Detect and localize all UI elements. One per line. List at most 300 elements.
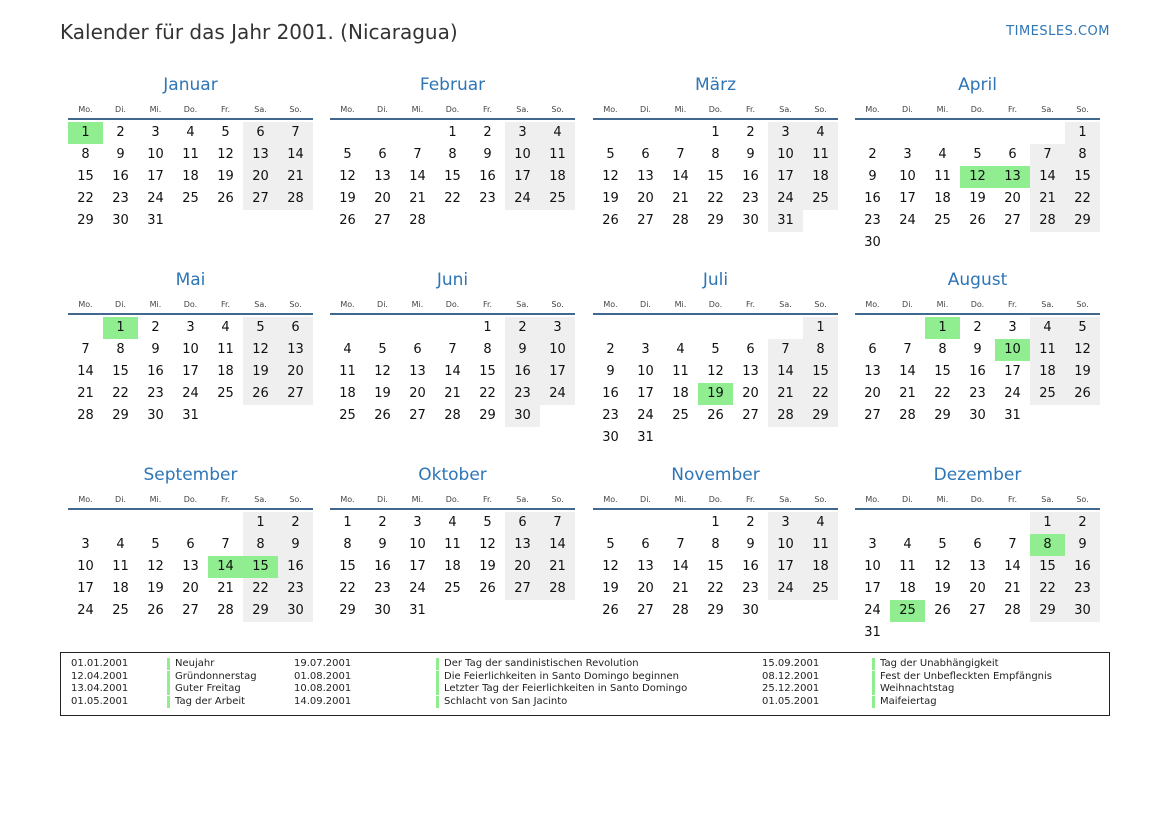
week-row [68, 144, 313, 166]
day-cell: 25 [112, 603, 129, 618]
holiday-name: Tag der Unabhängigkeit [872, 658, 999, 670]
week-row [68, 534, 313, 556]
empty-cell [593, 122, 628, 144]
day-cell: 24 [505, 188, 540, 210]
day-cell: 14 [672, 169, 689, 184]
week-row [68, 600, 313, 622]
holiday-name: Der Tag der sandinistischen Revolution [436, 658, 639, 670]
week-row [593, 600, 838, 622]
day-cell: 6 [243, 122, 278, 144]
day-cell: 6 [378, 147, 387, 162]
day-cell: 7 [413, 147, 422, 162]
weekday-label: Mo. [78, 104, 93, 114]
day-cell: 28 [672, 213, 689, 228]
day-cell: 10 [899, 169, 916, 184]
empty-cell [435, 600, 470, 622]
empty-cell [208, 210, 243, 232]
day-cell: 31 [768, 210, 803, 232]
day-cell: 9 [151, 342, 160, 357]
day-cell: 18 [182, 169, 199, 184]
weekday-label: Mi. [411, 494, 424, 504]
weekday-label: Do. [183, 494, 198, 504]
day-cell: 10 [77, 559, 94, 574]
month-name: Oktober [418, 465, 487, 485]
week-row [593, 512, 838, 534]
empty-cell [890, 232, 925, 254]
day-cell: 17 [540, 361, 575, 383]
day-cell: 6 [641, 147, 650, 162]
day-cell: 31 [637, 430, 654, 445]
empty-cell [173, 210, 208, 232]
day-cell: 27 [742, 408, 759, 423]
weekday-label: Fr. [220, 494, 231, 504]
day-cell: 1 [711, 515, 720, 530]
day-cell: 17 [899, 191, 916, 206]
day-cell: 3 [81, 537, 90, 552]
week-row [330, 600, 575, 622]
empty-cell [540, 405, 575, 427]
day-cell: 25 [672, 408, 689, 423]
day-cell: 15 [479, 364, 496, 379]
day-cell: 27 [969, 603, 986, 618]
day-cell: 23 [742, 581, 759, 596]
day-cell: 19 [934, 581, 951, 596]
day-cell: 7 [676, 147, 685, 162]
site-link[interactable]: TIMESLES.COM [1006, 24, 1110, 39]
day-cell: 17 [182, 364, 199, 379]
day-cell: 14 [899, 364, 916, 379]
weekday-label: Sa. [516, 104, 529, 114]
day-cell: 25 [803, 578, 838, 600]
day-cell: 3 [505, 122, 540, 144]
day-cell: 6 [505, 512, 540, 534]
week-row [855, 144, 1100, 166]
empty-cell [435, 210, 470, 232]
day-cell: 20 [637, 581, 654, 596]
empty-cell [995, 232, 1030, 254]
empty-cell [400, 317, 435, 339]
weekday-label: Fr. [220, 299, 231, 309]
weekday-label: Di. [115, 494, 126, 504]
day-cell: 22 [707, 191, 724, 206]
day-cell: 15 [707, 169, 724, 184]
holiday-date: 01.01.2001 [71, 658, 129, 669]
day-cell: 23 [505, 383, 540, 405]
month-name: Januar [163, 75, 218, 95]
day-cell: 9 [116, 147, 125, 162]
day-cell: 26 [602, 603, 619, 618]
day-cell: 12 [602, 559, 619, 574]
day-cell: 29 [934, 408, 951, 423]
day-cell: 6 [278, 317, 313, 339]
day-cell: 25 [1030, 383, 1065, 405]
day-cell: 18 [1030, 361, 1065, 383]
day-cell: 16 [479, 169, 496, 184]
weekday-label: Mi. [936, 299, 949, 309]
week-row [68, 188, 313, 210]
day-cell: 27 [278, 383, 313, 405]
weekday-label: Mo. [340, 494, 355, 504]
day-cell: 18 [672, 386, 689, 401]
day-cell: 4 [676, 342, 685, 357]
day-cell: 28 [217, 603, 234, 618]
day-cell: 16 [1065, 556, 1100, 578]
day-cell: 30 [112, 213, 129, 228]
day-cell: 18 [803, 166, 838, 188]
day-cell: 30 [864, 235, 881, 250]
weekday-label: Di. [902, 494, 913, 504]
week-row [593, 188, 838, 210]
day-cell: 17 [409, 559, 426, 574]
empty-cell [365, 122, 400, 144]
day-cell: 2 [746, 125, 755, 140]
weekday-label: Mi. [411, 104, 424, 114]
day-cell: 17 [77, 581, 94, 596]
empty-cell [330, 122, 365, 144]
weekday-label: Mi. [149, 494, 162, 504]
day-cell: 7 [768, 339, 803, 361]
day-cell: 6 [973, 537, 982, 552]
weekday-label: Sa. [516, 494, 529, 504]
month-0 [68, 72, 313, 232]
week-row [68, 339, 313, 361]
day-cell: 4 [186, 125, 195, 140]
day-cell: 12 [960, 166, 995, 188]
weekday-label: Fr. [220, 104, 231, 114]
week-row [855, 166, 1100, 188]
weekday-label: Fr. [482, 299, 493, 309]
day-cell: 27 [864, 408, 881, 423]
day-cell: 3 [868, 537, 877, 552]
day-cell: 28 [444, 408, 461, 423]
month-name: August [947, 270, 1008, 290]
day-cell: 20 [864, 386, 881, 401]
day-cell: 3 [1008, 320, 1017, 335]
month-3 [855, 72, 1100, 254]
weekday-label: So. [1076, 494, 1089, 504]
weekday-label: Mo. [78, 494, 93, 504]
empty-cell [733, 317, 768, 339]
day-cell: 22 [934, 386, 951, 401]
day-cell: 3 [151, 125, 160, 140]
day-cell: 27 [182, 603, 199, 618]
week-row [330, 534, 575, 556]
empty-cell [890, 622, 925, 644]
day-cell: 14 [1030, 166, 1065, 188]
month-4 [68, 267, 313, 427]
empty-cell [960, 122, 995, 144]
day-cell: 18 [934, 191, 951, 206]
weekday-label: Fr. [482, 104, 493, 114]
holiday-date: 01.05.2001 [71, 696, 129, 708]
day-cell: 22 [243, 578, 278, 600]
weekday-label: Mo. [603, 494, 618, 504]
day-cell: 11 [112, 559, 129, 574]
day-cell: 21 [444, 386, 461, 401]
day-cell: 17 [1004, 364, 1021, 379]
month-name: April [958, 75, 997, 95]
day-cell: 10 [409, 537, 426, 552]
day-cell: 18 [444, 559, 461, 574]
month-name: Juli [702, 270, 729, 290]
day-cell: 17 [637, 386, 654, 401]
month-11 [855, 462, 1100, 644]
holiday-date: 19.07.2001 [294, 658, 352, 669]
day-cell: 9 [278, 534, 313, 556]
day-cell: 4 [221, 320, 230, 335]
day-cell: 8 [938, 342, 947, 357]
day-cell: 23 [479, 191, 496, 206]
day-cell: 15 [934, 364, 951, 379]
weekday-label: Mi. [149, 299, 162, 309]
month-10 [593, 462, 838, 622]
day-cell: 1 [711, 125, 720, 140]
day-cell: 2 [116, 125, 125, 140]
day-cell: 28 [540, 578, 575, 600]
weekday-label: Sa. [254, 299, 267, 309]
empty-cell [435, 317, 470, 339]
day-cell: 23 [1065, 578, 1100, 600]
weekday-label: So. [1076, 104, 1089, 114]
day-cell: 15 [339, 559, 356, 574]
day-cell: 2 [1065, 512, 1100, 534]
week-row [330, 122, 575, 144]
day-cell: 5 [938, 537, 947, 552]
empty-cell [540, 600, 575, 622]
day-cell: 1 [1065, 122, 1100, 144]
day-cell: 25 [182, 191, 199, 206]
day-cell: 10 [182, 342, 199, 357]
empty-cell [925, 622, 960, 644]
day-cell: 31 [182, 408, 199, 423]
day-cell: 7 [278, 122, 313, 144]
week-row [330, 383, 575, 405]
week-row [855, 622, 1100, 644]
day-cell: 13 [995, 166, 1030, 188]
week-row [68, 556, 313, 578]
day-cell: 20 [409, 386, 426, 401]
empty-cell [173, 512, 208, 534]
weekday-label: Do. [970, 494, 985, 504]
day-cell: 20 [505, 556, 540, 578]
day-cell: 24 [768, 578, 803, 600]
day-cell: 28 [77, 408, 94, 423]
weekday-label: So. [289, 494, 302, 504]
day-cell: 4 [116, 537, 125, 552]
day-cell: 24 [77, 603, 94, 618]
day-cell: 8 [81, 147, 90, 162]
month-6 [593, 267, 838, 449]
weekday-label: Mi. [674, 104, 687, 114]
week-row [855, 534, 1100, 556]
day-cell: 15 [112, 364, 129, 379]
day-cell: 11 [1030, 339, 1065, 361]
weekday-label: Fr. [482, 494, 493, 504]
day-cell: 10 [995, 339, 1030, 361]
weekday-header [593, 100, 838, 120]
day-cell: 28 [899, 408, 916, 423]
weekday-label: Fr. [745, 494, 756, 504]
weekday-label: Di. [115, 299, 126, 309]
weekday-header [330, 295, 575, 315]
day-cell: 12 [339, 169, 356, 184]
day-cell: 22 [803, 383, 838, 405]
weekday-label: Di. [902, 104, 913, 114]
day-cell: 2 [746, 515, 755, 530]
day-cell: 14 [540, 534, 575, 556]
day-cell: 28 [409, 213, 426, 228]
day-cell: 1 [803, 317, 838, 339]
day-cell: 20 [1004, 191, 1021, 206]
day-cell: 12 [374, 364, 391, 379]
empty-cell [243, 210, 278, 232]
day-cell: 26 [374, 408, 391, 423]
day-cell: 4 [1030, 317, 1065, 339]
day-cell: 7 [1030, 144, 1065, 166]
weekday-label: Di. [902, 299, 913, 309]
day-cell: 25 [803, 188, 838, 210]
day-cell: 9 [483, 147, 492, 162]
day-cell: 4 [803, 512, 838, 534]
weekday-label: Di. [640, 104, 651, 114]
day-cell: 27 [637, 213, 654, 228]
weekday-label: Sa. [254, 104, 267, 114]
week-row [593, 383, 838, 405]
holiday-name: Maifeiertag [872, 696, 937, 708]
day-cell: 4 [343, 342, 352, 357]
day-cell: 7 [903, 342, 912, 357]
day-cell: 27 [243, 188, 278, 210]
day-cell: 1 [483, 320, 492, 335]
week-row [330, 317, 575, 339]
day-cell: 4 [803, 122, 838, 144]
week-row [68, 512, 313, 534]
holiday-name: Neujahr [167, 658, 214, 670]
weekday-label: Mi. [149, 104, 162, 114]
day-cell: 6 [186, 537, 195, 552]
weekday-label: So. [551, 104, 564, 114]
week-row [68, 122, 313, 144]
day-cell: 12 [602, 169, 619, 184]
day-cell: 29 [707, 603, 724, 618]
day-cell: 29 [339, 603, 356, 618]
day-cell: 27 [637, 603, 654, 618]
week-row [855, 361, 1100, 383]
empty-cell [663, 512, 698, 534]
day-cell: 2 [378, 515, 387, 530]
day-cell: 6 [413, 342, 422, 357]
month-9 [330, 462, 575, 622]
empty-cell [803, 600, 838, 622]
empty-cell [593, 317, 628, 339]
day-cell: 7 [676, 537, 685, 552]
day-cell: 27 [374, 213, 391, 228]
weekday-label: Do. [708, 299, 723, 309]
month-1 [330, 72, 575, 232]
week-row [593, 534, 838, 556]
day-cell: 9 [973, 342, 982, 357]
weekday-header [593, 490, 838, 510]
empty-cell [278, 405, 313, 427]
day-cell: 16 [147, 364, 164, 379]
day-cell: 10 [505, 144, 540, 166]
empty-cell [628, 122, 663, 144]
day-cell: 9 [746, 147, 755, 162]
weekday-label: So. [814, 299, 827, 309]
holiday-name: Schlacht von San Jacinto [436, 696, 567, 708]
day-cell: 19 [602, 191, 619, 206]
week-row [855, 317, 1100, 339]
day-cell: 1 [103, 317, 138, 339]
week-row [330, 144, 575, 166]
weekday-label: Fr. [1007, 494, 1018, 504]
day-cell: 5 [343, 147, 352, 162]
day-cell: 15 [1030, 556, 1065, 578]
week-row [68, 166, 313, 188]
day-cell: 23 [969, 386, 986, 401]
week-row [593, 427, 838, 449]
day-cell: 11 [934, 169, 951, 184]
day-cell: 29 [803, 405, 838, 427]
day-cell: 29 [112, 408, 129, 423]
weekday-label: Mo. [603, 299, 618, 309]
day-cell: 8 [343, 537, 352, 552]
day-cell: 9 [606, 364, 615, 379]
week-row [855, 122, 1100, 144]
weekday-label: Sa. [779, 494, 792, 504]
empty-cell [1030, 405, 1065, 427]
week-row [68, 317, 313, 339]
empty-cell [400, 122, 435, 144]
empty-cell [208, 512, 243, 534]
day-cell: 12 [934, 559, 951, 574]
legend-row [61, 658, 1109, 670]
day-cell: 17 [864, 581, 881, 596]
day-cell: 24 [182, 386, 199, 401]
day-cell: 7 [221, 537, 230, 552]
empty-cell [855, 512, 890, 534]
empty-cell [803, 210, 838, 232]
day-cell: 19 [243, 361, 278, 383]
day-cell: 24 [768, 188, 803, 210]
day-cell: 5 [378, 342, 387, 357]
weekday-label: Fr. [745, 299, 756, 309]
empty-cell [68, 512, 103, 534]
day-cell: 19 [217, 169, 234, 184]
month-2 [593, 72, 838, 232]
day-cell: 9 [746, 537, 755, 552]
weekday-label: Do. [183, 104, 198, 114]
day-cell: 18 [803, 556, 838, 578]
empty-cell [208, 405, 243, 427]
day-cell: 17 [768, 166, 803, 188]
day-cell: 3 [903, 147, 912, 162]
empty-cell [960, 232, 995, 254]
week-row [593, 166, 838, 188]
empty-cell [663, 427, 698, 449]
day-cell: 24 [409, 581, 426, 596]
empty-cell [890, 317, 925, 339]
week-row [855, 210, 1100, 232]
day-cell: 25 [444, 581, 461, 596]
week-row [855, 339, 1100, 361]
empty-cell [803, 427, 838, 449]
day-cell: 29 [1065, 210, 1100, 232]
holiday-name: Gründonnerstag [167, 671, 257, 683]
empty-cell [960, 622, 995, 644]
day-cell: 10 [540, 339, 575, 361]
day-cell: 20 [374, 191, 391, 206]
